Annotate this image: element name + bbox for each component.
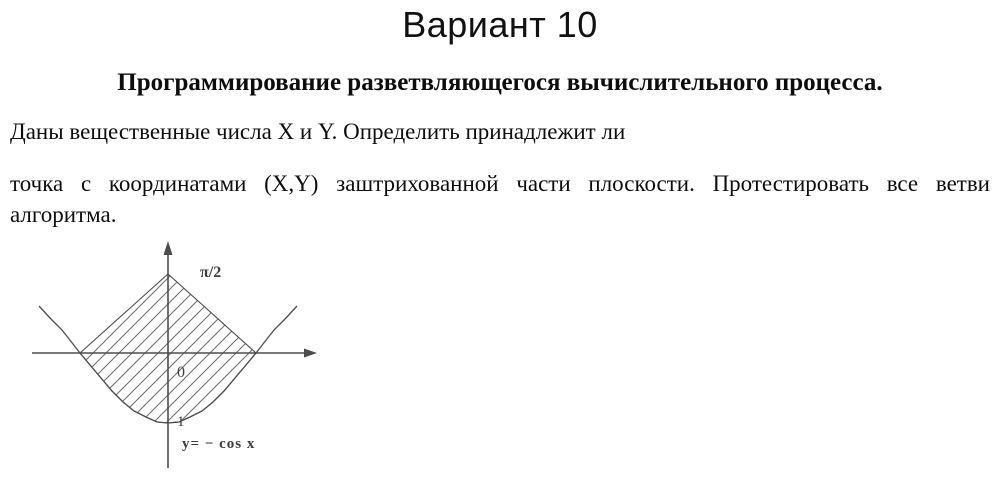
task-subtitle: Программирование разветвляющегося вычислительного процесса. [117,69,883,96]
y-axis-arrowhead [164,241,173,255]
task-text-line-3: алгоритма. [10,202,117,227]
origin-label: 0 [177,364,185,381]
task-text-paragraph [10,168,990,230]
minus-one-label: -1 [172,414,185,430]
figure-svg [28,236,328,472]
task-text-line-2: точка с координатами (X,Y) заштрихованной части плоскости. Протестировать все ветви [10,171,990,196]
pi-over-2-label: π/2 [200,264,222,281]
variant-title: Вариант 10 [402,4,598,45]
task-text-line-1: Даны вещественные числа X и Y. Определить принадлежит ли [10,119,626,144]
x-axis-arrowhead [304,349,317,358]
curve-equation-label: y= − cos x [182,436,256,452]
coordinate-plane-figure [28,236,328,472]
